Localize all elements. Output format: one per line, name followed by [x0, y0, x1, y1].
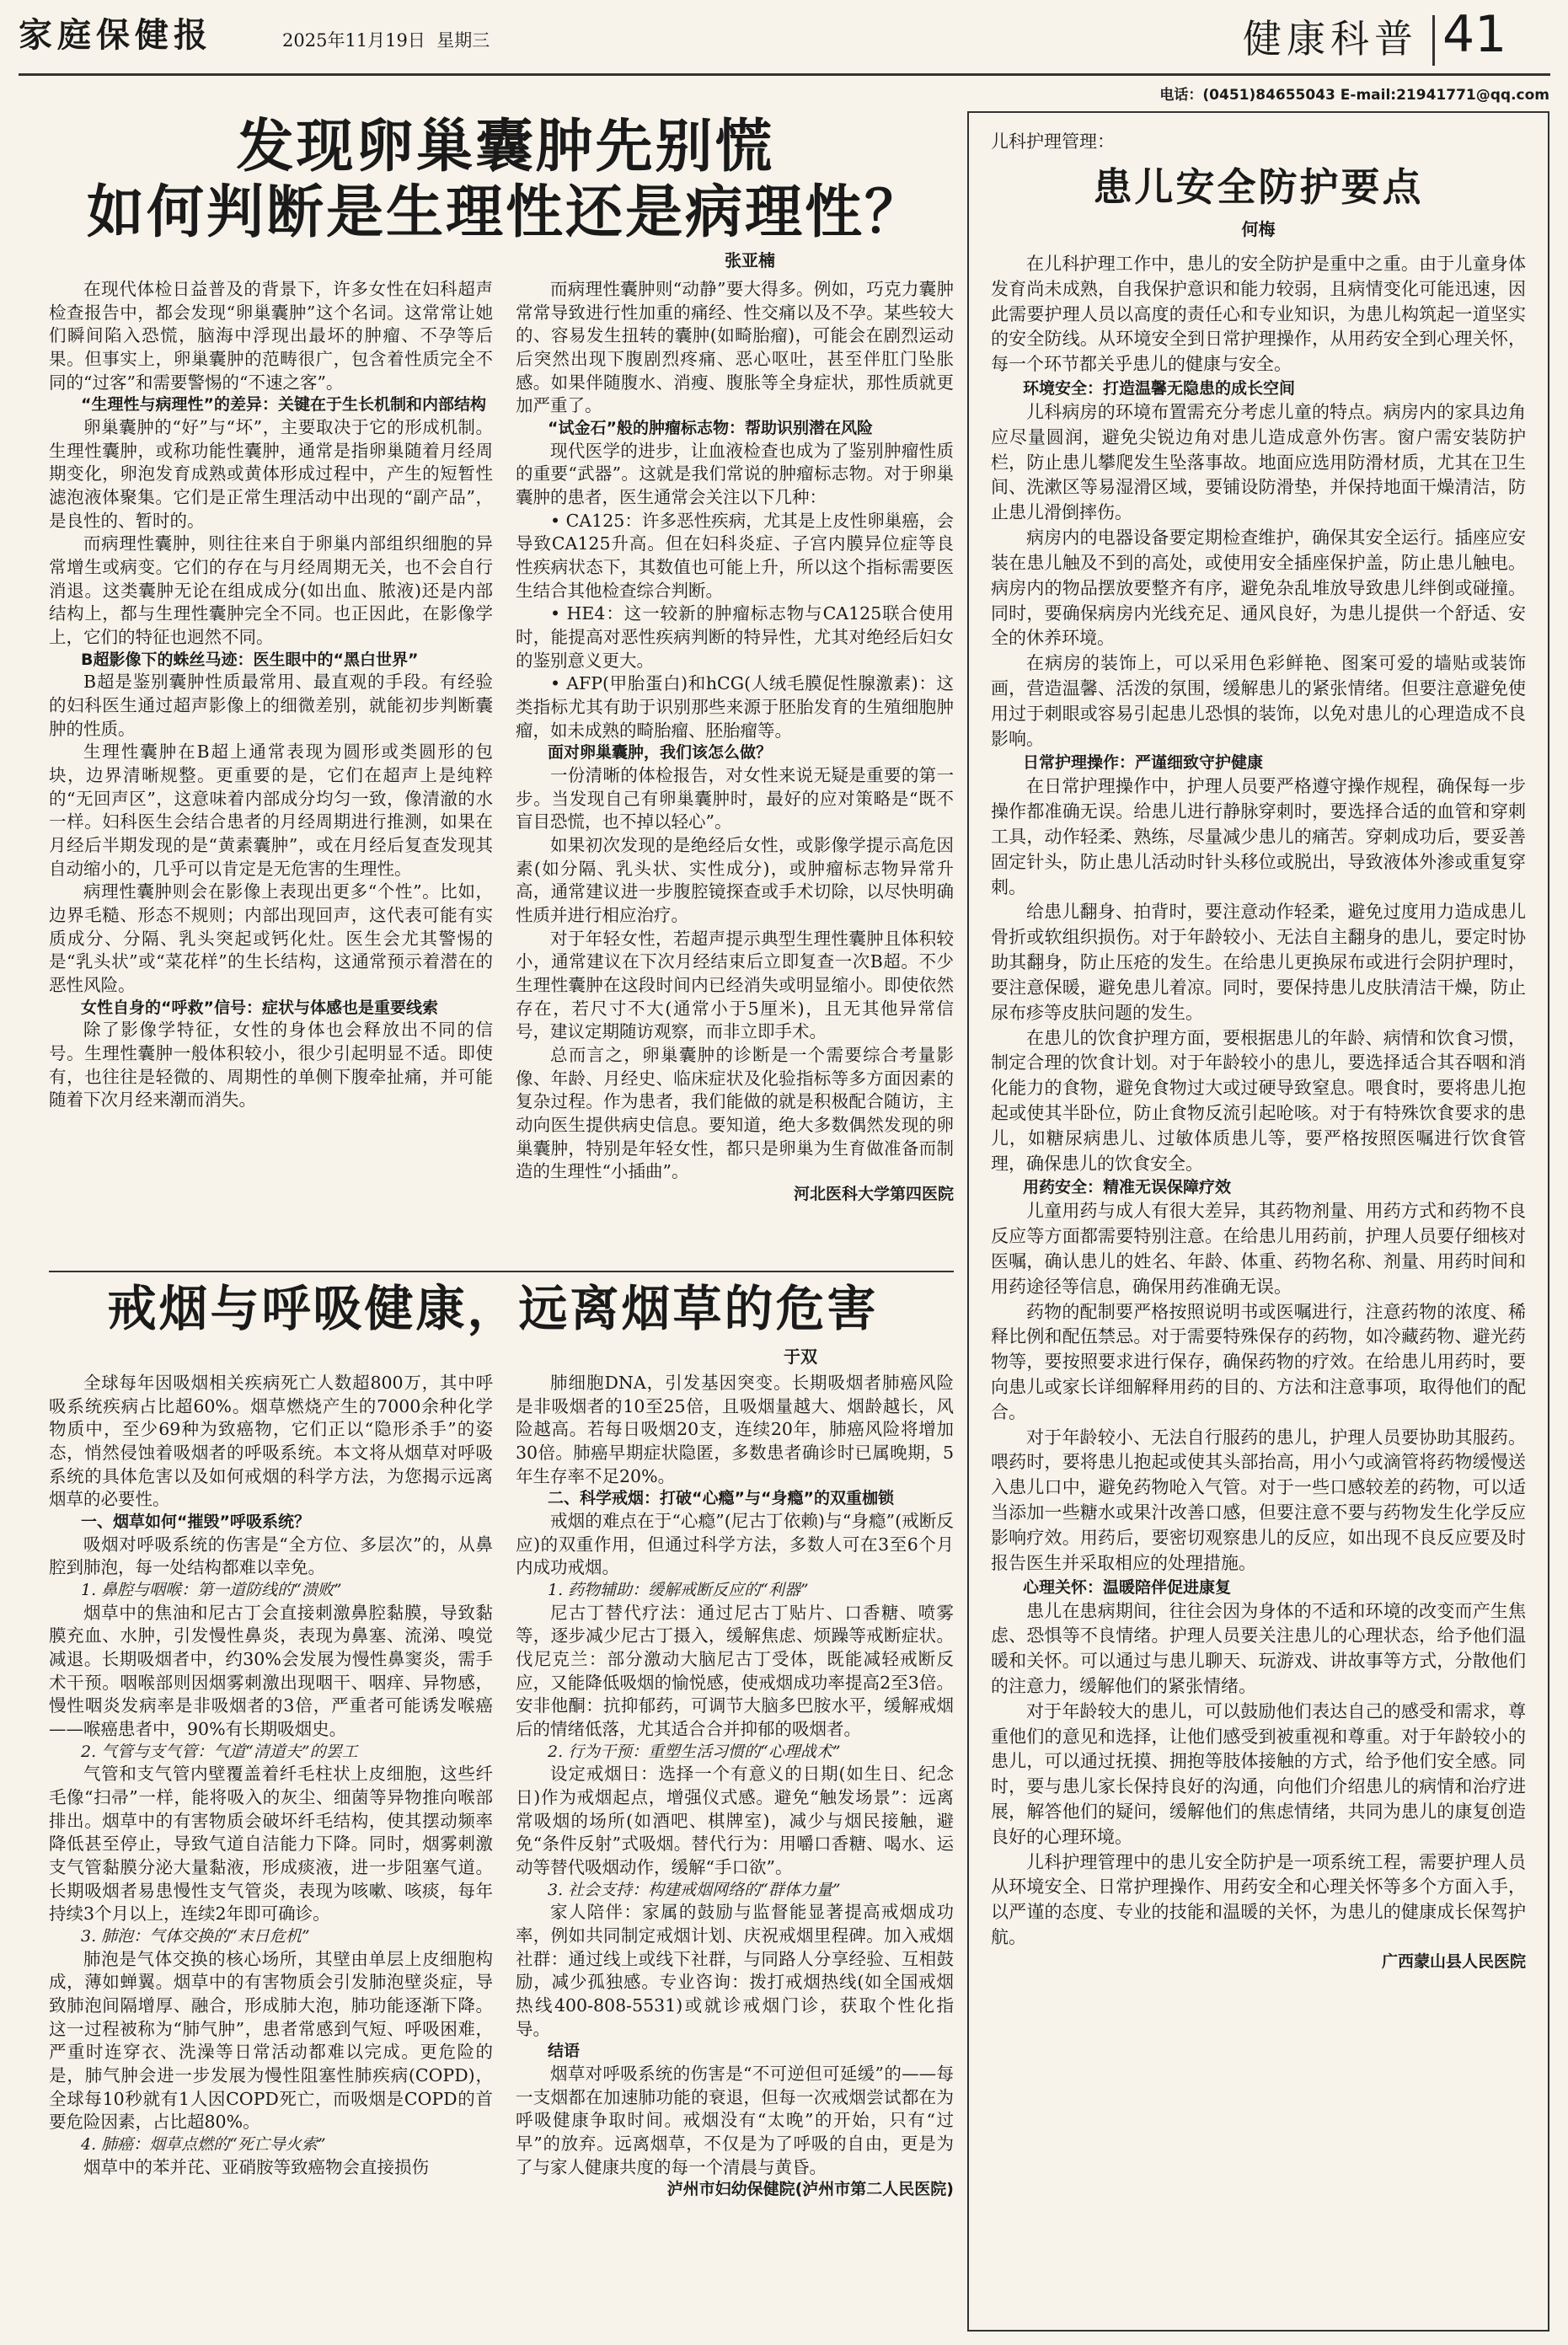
paragraph: 肺泡是气体交换的核心场所，其壁由单层上皮细胞构成，薄如蝉翼。烟草中的有害物质会引发肺泡壁炎症，导致肺泡间隔增厚、融合，形成肺大泡，肺功能逐渐下降。这一过程被称为“肺气肿”，患者常感到气短、呼吸困难，严重时连穿衣、洗澡等日常活动都难以完成。更危险的是，肺气肿会进一步发展为慢性阻塞性肺疾病(COPD)，全球每10秒就有1人因COPD死亡，而吸烟是COPD的首要危险因素，占比超80%。	[49, 1948, 493, 2133]
article2-title: 戒烟与呼吸健康，远离烟草的危害	[107, 1280, 879, 1337]
numbered-subheading: 4. 肺癌：烟草点燃的“死亡导火索”	[81, 2135, 326, 2155]
numbered-subheading: 2. 行为干预：重塑生活习惯的“心理战术”	[548, 1742, 841, 1761]
subheading: 一、烟草如何“摧毁”呼吸系统？	[81, 1512, 310, 1532]
paragraph: 设定戒烟日：选择一个有意义的日期(如生日、纪念日)作为戒烟起点，增强仪式感。避免“触发场景”：远离常吸烟的场所(如酒吧、棋牌室)，减少与烟民接触，避免“条件反射”式吸烟。替代行为：用嚼口香糖、喝水、运动等替代吸烟动作，缓解“手口欲”。	[516, 1764, 954, 1878]
paragraph: 烟草对呼吸系统的伤害是“不可逆但可延缓”的——每一支烟都在加速肺功能的衰退，但每一次戒烟尝试都在为呼吸健康争取时间。戒烟没有“太晚”的开始，只有“过早”的放弃。远离烟草，不仅是为了呼吸的自由，更是为了与家人健康共度的每一个清晨与黄昏。	[516, 2064, 954, 2177]
page-number: 41	[1442, 5, 1507, 64]
paragraph: 现代医学的进步，让血液检查也成为了鉴别肿瘤性质的重要“武器”。这就是我们常说的肿瘤标志物。对于卵巢囊肿的患者，医生通常会关注以下几种：	[516, 440, 954, 508]
paragraph: 吸烟对呼吸系统的伤害是“全方位、多层次”的，从鼻腔到肺泡，每一处结构都难以幸免。	[49, 1534, 493, 1578]
article3-title: 患儿安全防护要点	[1093, 164, 1424, 210]
newspaper-name: 家庭保健报	[19, 15, 212, 55]
subheading: 用药安全：精准无误保障疗效	[1023, 1178, 1232, 1197]
paragraph: 儿童用药与成人有很大差异，其药物剂量、用药方式和药物不良反应等方面都需要特别注意。在给患儿用药前，护理人员要仔细核对医嘱，确认患儿的姓名、年龄、体重、药物名称、剂量、用药时间和用药途径等信息，确保用药准确无误。	[991, 1201, 1526, 1297]
paragraph: 气管和支气管内壁覆盖着纤毛柱状上皮细胞，这些纤毛像“扫帚”一样，能将吸入的灰尘、细菌等异物推向喉部排出。烟草中的有害物质会破坏纤毛结构，使其摆动频率降低甚至停止，导致气道自洁能力下降。同时，烟雾刺激支气管黏膜分泌大量黏液，形成痰液，进一步阻塞气道。长期吸烟者易患慢性支气管炎，表现为咳嗽、咳痰，每年持续3个月以上，连续2年即可确诊。	[49, 1764, 493, 1925]
article2-author: 于双	[784, 1347, 817, 1367]
article3-body	[991, 252, 1526, 2333]
paragraph: 一份清晰的体检报告，对女性来说无疑是重要的第一步。当发现自己有卵巢囊肿时，最好的应对策略是“既不盲目恐慌，也不掉以轻心”。	[516, 765, 954, 833]
paragraph: 而病理性囊肿则“动静”要大得多。例如，巧克力囊肿常常导致进行性加重的痛经、性交痛以及不孕。某些较大的、容易发生扭转的囊肿(如畸胎瘤)，可能会在剧烈运动后突然出现下腹剧烈疼痛、恶心呕吐，甚至伴肛门坠胀感。如果伴随腹水、消瘦、腹胀等全身症状，那性质就更加严重了。	[516, 279, 954, 416]
subheading: B超影像下的蛛丝马迹：医生眼中的“黑白世界”	[81, 650, 419, 669]
paragraph: 戒烟的难点在于“心瘾”(尼古丁依赖)与“身瘾”(戒断反应)的双重作用，但通过科学方法，多数人可在3至6个月内成功戒烟。	[516, 1511, 954, 1578]
issue-date: 2025年11月19日 星期三	[282, 30, 490, 51]
paragraph: 儿科病房的环境布置需充分考虑儿童的特点。病房内的家具边角应尽量圆润，避免尖锐边角对患儿造成意外伤害。窗户需安装防护栏，防止患儿攀爬发生坠落事故。地面应选用防滑材质，尤其在卫生间、洗漱区等易湿滑区域，要铺设防滑垫，并保持地面干燥清洁，防止患儿滑倒摔伤。	[991, 402, 1526, 523]
paragraph: 除了影像学特征，女性的身体也会释放出不同的信号。生理性囊肿一般体积较小，很少引起明显不适。即使有，也往往是轻微的、周期性的单侧下腹牵扯痛，并可能随着下次月经来潮而消失。	[49, 1020, 493, 1111]
subheading: 二、科学戒烟：打破“心瘾”与“身瘾”的双重枷锁	[548, 1489, 894, 1508]
paragraph: • CA125：许多恶性疾病，尤其是上皮性卵巢癌，会导致CA125升高。但在妇科炎症、子宫内膜异位症等良性疾病状态下，其数值也可能上升，所以这个指标需要医生结合其他检查综合判断。	[516, 510, 954, 601]
paragraph: 病理性囊肿则会在影像上表现出更多“个性”。比如，边界毛糙、形态不规则；内部出现回声，这代表可能有实质成分、分隔、乳头突起或钙化灶。医生会尤其警惕的是“乳头状”或“菜花样”的生长结构，这通常预示着潜在的恶性风险。	[49, 881, 493, 996]
paragraph: 对于年轻女性，若超声提示典型生理性囊肿且体积较小，通常建议在下次月经结束后立即复查一次B超。不少生理性囊肿在这段时间内已经消失或明显缩小。即使依然存在，若尺寸不大(通常小于5厘米)，且无其他异常信号，建议定期随访观察，而非立即手术。	[516, 928, 954, 1042]
paragraph: • HE4：这一较新的肿瘤标志物与CA125联合使用时，能提高对恶性疾病判断的特异性，尤其对绝经后妇女的鉴别意义更大。	[516, 603, 954, 671]
paragraph: 在患儿的饮食护理方面，要根据患儿的年龄、病情和饮食习惯，制定合理的饮食计划。对于年龄较小的患儿，要选择适合其吞咽和消化能力的食物，避免食物过大或过硬导致窒息。喂食时，要将患儿抱起或使其半卧位，防止食物反流引起呛咳。对于有特殊饮食要求的患儿，如糖尿病患儿、过敏体质患儿等，要严格按照医嘱进行饮食管理，确保患儿的饮食安全。	[991, 1027, 1526, 1174]
paragraph: 而病理性囊肿，则往往来自于卵巢内部组织细胞的异常增生或病变。它们的存在与月经周期无关，也不会自行消退。这类囊肿无论在组成成分(如出血、脓液)还是内部结构上，都与生理性囊肿完全不同。也正因此，在影像学上，它们的特征也迥然不同。	[49, 533, 493, 648]
numbered-subheading: 3. 社会支持：构建戒烟网络的“群体力量”	[548, 1880, 841, 1899]
source-credit: 泸州市妇幼保健院(泸州市第二人民医院)	[666, 2180, 954, 2199]
source-credit: 广西蒙山县人民医院	[1381, 1951, 1526, 1971]
paragraph: B超是鉴别囊肿性质最常用、最直观的手段。有经验的妇科医生通过超声影像上的细微差别，就能初步判断囊肿的性质。	[49, 672, 493, 739]
paragraph: 在日常护理操作中，护理人员要严格遵守操作规程，确保每一步操作都准确无误。给患儿进行静脉穿刺时，要选择合适的血管和穿刺工具，动作轻柔、熟练，尽量减少患儿的痛苦。穿刺成功后，要妥善固定针头，防止患儿活动时针头移位或脱出，导致液体外渗或重复穿刺。	[991, 776, 1526, 897]
article3-author: 何梅	[1241, 219, 1276, 239]
subheading: “试金石”般的肿瘤标志物：帮助识别潜在风险	[548, 419, 873, 438]
numbered-subheading: 1. 鼻腔与咽喉：第一道防线的“溃败”	[81, 1581, 342, 1600]
paragraph: 如果初次发现的是绝经后女性，或影像学提示高危因素(如分隔、乳头状、实性成分)，或肿瘤标志物异常升高，通常建议进一步腹腔镜探查或手术切除，以尽快明确性质并进行相应治疗。	[516, 835, 954, 926]
paragraph: 儿科护理管理中的患儿安全防护是一项系统工程，需要护理人员从环境安全、日常护理操作、用药安全和心理关怀等多个方面入手，以严谨的态度、专业的技能和温暖的关怀，为患儿的健康成长保驾护航。	[991, 1851, 1526, 1948]
article2-column-1	[49, 1372, 493, 2328]
article1-column-2	[516, 278, 954, 1264]
subheading: 结语	[548, 2042, 581, 2061]
subheading: 心理关怀：温暖陪伴促进康复	[1023, 1577, 1232, 1597]
numbered-subheading: 1. 药物辅助：缓解戒断反应的“利器”	[548, 1581, 809, 1600]
subheading: “生理性与病理性”的差异：关键在于生长机制和内部结构	[81, 395, 486, 415]
source-credit: 河北医科大学第四医院	[793, 1185, 954, 1204]
paragraph: 烟草中的苯并芘、亚硝胺等致癌物会直接损伤	[83, 2156, 429, 2177]
paragraph: 对于年龄较小、无法自行服药的患儿，护理人员要协助其服药。喂药时，要将患儿抱起或使其头部抬高，用小勺或滴管将药物缓慢送入患儿口中，避免药物呛入气管。对于一些口感较差的药物，可以适当添加一些糖水或果汁改善口感，但要注意不要与药物发生化学反应影响疗效。用药后，要密切观察患儿的反应，如出现不良反应要及时报告医生并采取相应的处理措施。	[991, 1427, 1526, 1573]
paragraph: 给患儿翻身、拍背时，要注意动作轻柔，避免过度用力造成患儿骨折或软组织损伤。对于年龄较小、无法自主翻身的患儿，要定时协助其翻身，防止压疮的发生。在给患儿更换尿布或进行会阴护理时，要注意保暖，避免患儿着凉。同时，要保持患儿皮肤清洁干燥，防止尿布疹等皮肤问题的发生。	[991, 902, 1526, 1023]
numbered-subheading: 2. 气管与支气管：气道“清道夫”的罢工	[81, 1742, 358, 1761]
subheading: 女性自身的“呼救”信号：症状与体感也是重要线索	[81, 998, 438, 1017]
paragraph: 患儿在患病期间，往往会因为身体的不适和环境的改变而产生焦虑、恐惧等不良情绪。护理人员要关注患儿的心理状态，给予他们温暖和关怀。可以通过与患儿聊天、玩游戏、讲故事等方式，分散他们的注意力，缓解他们的紧张情绪。	[991, 1600, 1526, 1696]
paragraph: 在儿科护理工作中，患儿的安全防护是重中之重。由于儿童身体发育尚未成熟，自我保护意识和能力较弱，且病情变化可能迅速，因此需要护理人员以高度的责任心和专业知识，为患儿构筑起一道坚实的安全防线。从环境安全到日常护理操作，从用药安全到心理关怀，每一个环节都关乎患儿的健康与安全。	[991, 254, 1526, 375]
paragraph: 总而言之，卵巢囊肿的诊断是一个需要综合考量影像、年龄、月经史、临床症状及化验指标等多方面因素的复杂过程。作为患者，我们能做的就是积极配合随访，主动向医生提供病史信息。要知道，绝大多数偶然发现的卵巢囊肿，特别是年轻女性，都只是卵巢为生育做准备而制造的生理性“小插曲”。	[516, 1045, 954, 1182]
subheading: 日常护理操作：严谨细致守护健康	[1023, 753, 1264, 773]
paragraph: 全球每年因吸烟相关疾病死亡人数超800万，其中呼吸系统疾病占比超60%。烟草燃烧产生的7000余种化学物质中，至少69种为致癌物，它们正以“隐形杀手”的姿态，悄然侵蚀着吸烟者的呼吸系统。本文将从烟草对呼吸系统的具体危害以及如何戒烟的科学方法，为您揭示远离烟草的必要性。	[49, 1373, 493, 1510]
article1-author: 张亚楠	[725, 250, 775, 270]
article1-title: 发现卵巢囊肿先别慌 如何判断是生理性还是病理性？	[86, 113, 924, 247]
paragraph: 卵巢囊肿的“好”与“坏”，主要取决于它的形成机制。生理性囊肿，或称功能性囊肿，通常是指卵巢随着月经周期变化，卵泡发育成熟或黄体形成过程中，产生的短暂性滤泡液体聚集。它们是正常生理活动中出现的“副产品”，是良性的、暂时的。	[49, 417, 493, 531]
header-divider	[1432, 15, 1435, 66]
article-divider	[49, 1271, 954, 1272]
article1-column-1	[49, 278, 493, 1264]
numbered-subheading: 3. 肺泡：气体交换的“末日危机”	[81, 1927, 310, 1946]
paragraph: 对于年龄较大的患儿，可以鼓励他们表达自己的感受和需求，尊重他们的意见和选择，让他们感受到被重视和尊重。对于年龄较小的患儿，可以通过抚摸、拥抱等肢体接触的方式，给予他们安全感。同时，要与患儿家长保持良好的沟通，向他们介绍患儿的病情和治疗进展，解答他们的疑问，缓解他们的焦虑情绪，共同为患儿的康复创造良好的心理环境。	[991, 1700, 1526, 1847]
article3-label: 儿科护理管理：	[991, 131, 1115, 152]
paragraph: 生理性囊肿在B超上通常表现为圆形或类圆形的包块，边界清晰规整。更重要的是，它们在超声上是纯粹的“无回声区”，这意味着内部成分均匀一致，像清澈的水一样。妇科医生会结合患者的月经周期进行推测，如果在月经后半期发现的是“黄素囊肿”，或在月经后复查发现其自动缩小的，几乎可以肯定是无危害的生理性。	[49, 742, 493, 879]
paragraph: • AFP(甲胎蛋白)和hCG(人绒毛膜促性腺激素)：这类指标尤其有助于识别那些来源于胚胎发育的生殖细胞肿瘤，如未成熟的畸胎瘤、胚胎瘤等。	[516, 673, 954, 741]
subheading: 面对卵巢囊肿，我们该怎么做？	[548, 743, 773, 763]
article2-column-2	[516, 1372, 954, 2328]
paragraph: 家人陪伴：家属的鼓励与监督能显著提高戒烟成功率，例如共同制定戒烟计划、庆祝戒烟里程碑。加入戒烟社群：通过线上或线下社群，与同路人分享经验、互相鼓励，减少孤独感。专业咨询：拨打戒烟热线(如全国戒烟热线400-808-5531)或就诊戒烟门诊，获取个性化指导。	[516, 1902, 954, 2039]
paragraph: 烟草中的焦油和尼古丁会直接刺激鼻腔黏膜，导致黏膜充血、水肿，引发慢性鼻炎，表现为鼻塞、流涕、嗅觉减退。长期吸烟者中，约30%会发展为慢性鼻窦炎，需手术干预。咽喉部则因烟雾刺激出现咽干、咽痒、异物感，慢性咽炎发病率是非吸烟者的3倍，严重者可能诱发喉癌——喉癌患者中，90%有长期吸烟史。	[49, 1602, 493, 1740]
contact-info: 电话：(0451)84655043 E-mail:21941771@qq.com	[1159, 87, 1549, 104]
paragraph: 病房内的电器设备要定期检查维护，确保其安全运行。插座应安装在患儿触及不到的高处，或使用安全插座保护盖，防止患儿触电。病房内的物品摆放要整齐有序，避免杂乱堆放导致患儿绊倒或碰撞。同时，要确保病房内光线充足、通风良好，为患儿提供一个舒适、安全的休养环境。	[991, 527, 1526, 649]
paragraph: 肺细胞DNA，引发基因突变。长期吸烟者肺癌风险是非吸烟者的10至25倍，且吸烟量越大、烟龄越长，风险越高。若每日吸烟20支，连续20年，肺癌风险将增加30倍。肺癌早期症状隐匿，多数患者确诊时已属晚期，5年生存率不足20%。	[516, 1373, 954, 1486]
subheading: 环境安全：打造温馨无隐患的成长空间	[1023, 379, 1296, 399]
article3-box	[967, 111, 1549, 2332]
paragraph: 药物的配制要严格按照说明书或医嘱进行，注意药物的浓度、稀释比例和配伍禁忌。对于需要特殊保存的药物，如冷藏药物、避光药物等，要按照要求进行保存，确保药物的疗效。在给患儿用药时，要向患儿或家长详细解释用药的目的、方法和注意事项，取得他们的配合。	[991, 1301, 1526, 1422]
section-name: 健康科普	[1243, 16, 1418, 62]
paragraph: 在现代体检日益普及的背景下，许多女性在妇科超声检查报告中，都会发现“卵巢囊肿”这个名词。这常常让她们瞬间陷入恐慌，脑海中浮现出最坏的肿瘤、不孕等后果。但事实上，卵巢囊肿的范畴很广，包含着性质完全不同的“过客”和需要警惕的“不速之客”。	[49, 279, 493, 393]
paragraph: 尼古丁替代疗法：通过尼古丁贴片、口香糖、喷雾等，逐步减少尼古丁摄入，缓解焦虑、烦躁等戒断症状。伐尼克兰：部分激动大脑尼古丁受体，既能减轻戒断反应，又能降低吸烟的愉悦感，使戒烟成功率提高2至3倍。安非他酮：抗抑郁药，可调节大脑多巴胺水平，缓解戒烟后的情绪低落，尤其适合合并抑郁的吸烟者。	[516, 1602, 954, 1740]
paragraph: 在病房的装饰上，可以采用色彩鲜艳、图案可爱的墙贴或装饰画，营造温馨、活泼的氛围，缓解患儿的紧张情绪。但要注意避免使用过于刺眼或容易引起患儿恐惧的装饰，以免对患儿的心理造成不良影响。	[991, 653, 1526, 749]
